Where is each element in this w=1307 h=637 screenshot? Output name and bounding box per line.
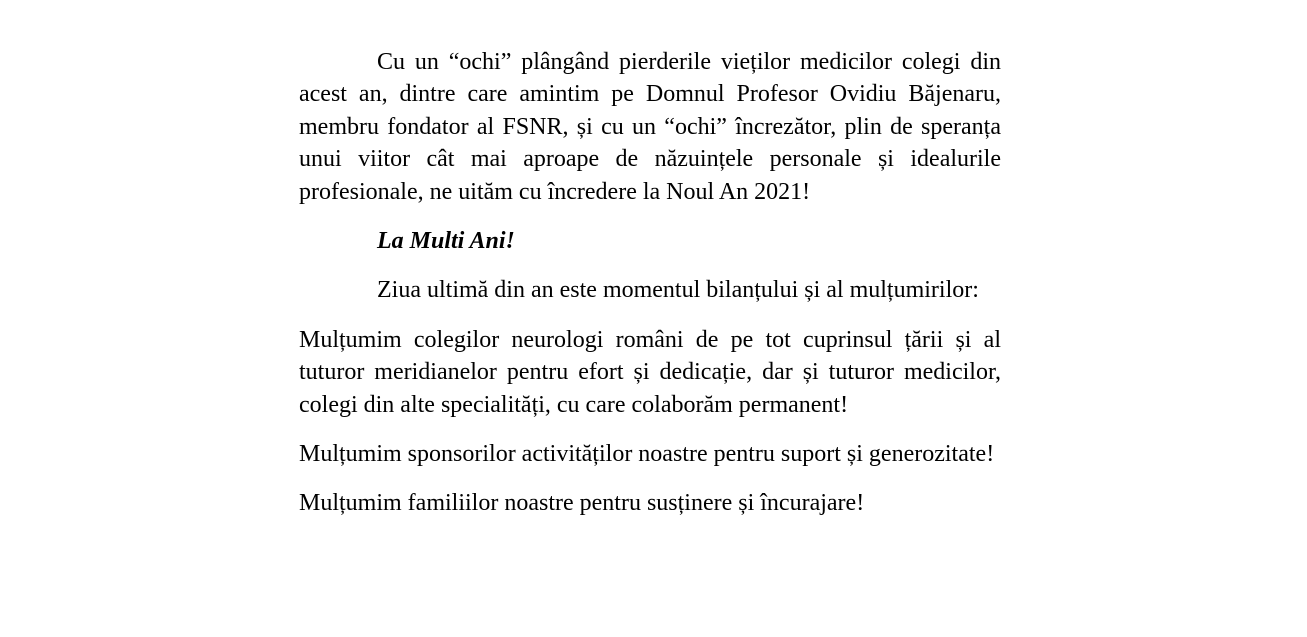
- thanks-sponsors-paragraph: Mulțumim sponsorilor activităților noastre pentru suport și generozitate!: [299, 441, 995, 468]
- intro-paragraph: Cu un “ochi” plângând pierderile vieților medicilor colegi din acest an, dintre care amintim pe Domnul Profesor Ovidiu Băjenaru, membru fondator al FSNR, și cu un “ochi” încrezător, plin de speranța unui viitor cât mai aproape de năzuințele personale și idealurile profesionale, ne uităm cu încredere la Noul An 2021!: [299, 49, 1001, 205]
- thanks-colleagues-paragraph: Mulțumim colegilor neurologi români de pe tot cuprinsul țării și al tuturor meridianelor pentru efort și dedicație, dar și tuturor medicilor, colegi din alte specialități, cu care colaborăm permanent!: [299, 326, 1001, 418]
- document-body: [299, 46, 1001, 520]
- greeting-heading: La Multi Ani!: [377, 228, 515, 255]
- thanks-families-paragraph: Mulțumim familiilor noastre pentru susținere și încurajare!: [299, 490, 865, 517]
- last-day-paragraph: Ziua ultimă din an este momentul bilanțului și al mulțumirilor:: [377, 277, 979, 304]
